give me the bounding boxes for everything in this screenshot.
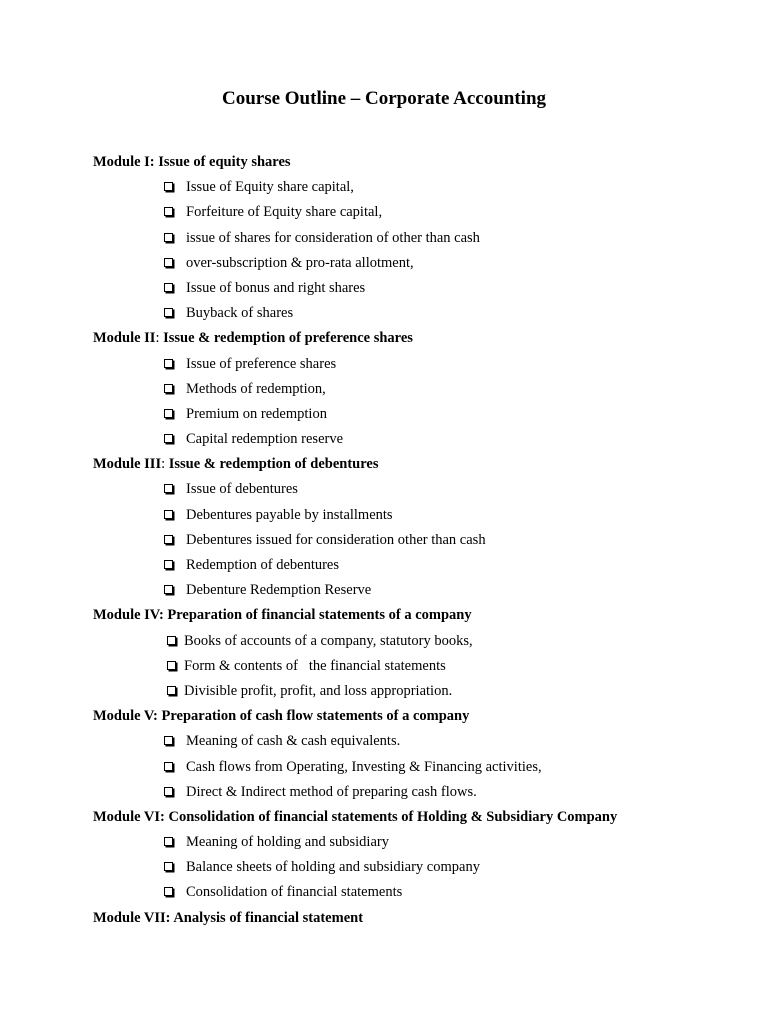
module-number: Module III xyxy=(93,456,162,473)
list-item xyxy=(0,555,768,580)
checkbox-bullet-icon xyxy=(164,510,173,519)
checkbox-bullet-icon xyxy=(164,233,173,242)
module-title: Issue & redemption of preference shares xyxy=(159,330,413,347)
list-item xyxy=(0,656,768,681)
module-separator: : xyxy=(149,154,155,170)
checkbox-bullet-icon xyxy=(164,484,173,493)
list-item xyxy=(0,757,768,782)
list-item-label: Meaning of cash & cash equivalents. xyxy=(186,733,401,750)
list-item-label: Issue of Equity share capital, xyxy=(186,179,354,196)
course-outline xyxy=(0,152,768,933)
list-item xyxy=(0,253,768,278)
list-item-label: Meaning of holding and subsidiary xyxy=(186,834,389,851)
checkbox-bullet-icon xyxy=(164,862,173,871)
checkbox-bullet-icon xyxy=(164,182,173,191)
checkbox-bullet-icon xyxy=(164,384,173,393)
list-item-label: issue of shares for consideration of other than cash xyxy=(186,229,480,246)
list-item xyxy=(0,429,768,454)
module-title: Analysis of financial statement xyxy=(170,909,364,926)
checkbox-bullet-icon xyxy=(167,636,176,645)
list-item xyxy=(0,177,768,202)
checkbox-bullet-icon xyxy=(167,686,176,695)
checkbox-bullet-icon xyxy=(164,308,173,317)
checkbox-bullet-icon xyxy=(164,359,173,368)
list-item xyxy=(0,530,768,555)
list-item xyxy=(0,731,768,756)
list-item-label: Buyback of shares xyxy=(186,305,294,322)
list-item xyxy=(0,505,768,530)
checkbox-bullet-icon xyxy=(164,207,173,216)
module-title: Issue & redemption of debentures xyxy=(165,456,379,473)
list-item xyxy=(0,303,768,328)
list-item-label: Methods of redemption, xyxy=(186,380,326,397)
checkbox-bullet-icon xyxy=(164,762,173,771)
list-item xyxy=(0,354,768,379)
list-item-label: Issue of bonus and right shares xyxy=(186,279,366,296)
page-title: Course Outline – Corporate Accounting xyxy=(221,88,547,109)
list-item xyxy=(0,857,768,882)
module-separator: : xyxy=(155,330,160,347)
checkbox-bullet-icon xyxy=(164,434,173,443)
list-item-label: Issue of preference shares xyxy=(186,355,337,372)
list-item xyxy=(0,832,768,857)
module-title: Preparation of financial statements of a company xyxy=(163,607,472,624)
list-item-label: Direct & Indirect method of preparing cash flows. xyxy=(186,783,477,800)
list-item-label: Forfeiture of Equity share capital, xyxy=(186,204,383,221)
checkbox-bullet-icon xyxy=(164,736,173,745)
module-separator: : xyxy=(158,607,164,624)
list-item xyxy=(0,479,768,504)
module-number: Module VII xyxy=(93,909,166,926)
module-heading xyxy=(0,807,768,832)
list-item-label: Premium on redemption xyxy=(186,405,327,422)
list-item-label: Divisible profit, profit, and loss appropriation. xyxy=(184,682,453,699)
list-item xyxy=(0,631,768,656)
module-heading xyxy=(0,706,768,731)
list-item xyxy=(0,882,768,907)
checkbox-bullet-icon xyxy=(164,535,173,544)
checkbox-bullet-icon xyxy=(164,409,173,418)
checkbox-bullet-icon xyxy=(167,661,176,670)
module-number: Module VI xyxy=(93,808,161,825)
module-separator: : xyxy=(165,909,171,926)
module-separator: : xyxy=(153,708,158,725)
list-item-label: Balance sheets of holding and subsidiary company xyxy=(186,859,480,876)
checkbox-bullet-icon xyxy=(164,787,173,796)
module-heading xyxy=(0,908,768,933)
list-item-label: Debentures issued for consideration other than cash xyxy=(186,531,486,548)
list-item xyxy=(0,228,768,253)
list-item-label: Consolidation of financial statements xyxy=(186,884,403,901)
module-title: Preparation of cash flow statements of a company xyxy=(157,708,470,725)
module-heading xyxy=(0,454,768,479)
module-number: Module V xyxy=(93,708,154,725)
checkbox-bullet-icon xyxy=(164,560,173,569)
checkbox-bullet-icon xyxy=(164,887,173,896)
list-item xyxy=(0,379,768,404)
module-heading xyxy=(0,605,768,630)
module-separator: : xyxy=(160,808,165,825)
list-item-label: Books of accounts of a company, statutory books, xyxy=(184,632,473,649)
list-item-label: Cash flows from Operating, Investing & Financing activities, xyxy=(186,758,542,775)
module-heading xyxy=(0,328,768,353)
list-item xyxy=(0,782,768,807)
module-number: Module II xyxy=(93,330,156,347)
list-item-label: Redemption of debentures xyxy=(186,557,340,573)
checkbox-bullet-icon xyxy=(164,258,173,267)
module-number: Module I xyxy=(93,154,150,170)
module-title: Consolidation of financial statements of Holding & Subsidiary Company xyxy=(164,808,618,825)
list-item-label: Capital redemption reserve xyxy=(186,431,344,448)
checkbox-bullet-icon xyxy=(164,283,173,292)
module-heading xyxy=(0,152,768,177)
module-separator: : xyxy=(161,456,166,473)
list-item-label: over-subscription & pro-rata allotment, xyxy=(186,254,414,271)
list-item xyxy=(0,580,768,605)
list-item-label: Issue of debentures xyxy=(186,481,298,498)
list-item-label: Form & contents of the financial statements xyxy=(184,657,446,674)
list-item xyxy=(0,278,768,303)
module-title: Issue of equity shares xyxy=(154,154,291,170)
checkbox-bullet-icon xyxy=(164,837,173,846)
list-item-label: Debenture Redemption Reserve xyxy=(186,582,372,599)
module-number: Module IV xyxy=(93,607,159,624)
checkbox-bullet-icon xyxy=(164,585,173,594)
list-item-label: Debentures payable by installments xyxy=(186,506,393,523)
list-item xyxy=(0,681,768,706)
list-item xyxy=(0,202,768,227)
list-item xyxy=(0,404,768,429)
